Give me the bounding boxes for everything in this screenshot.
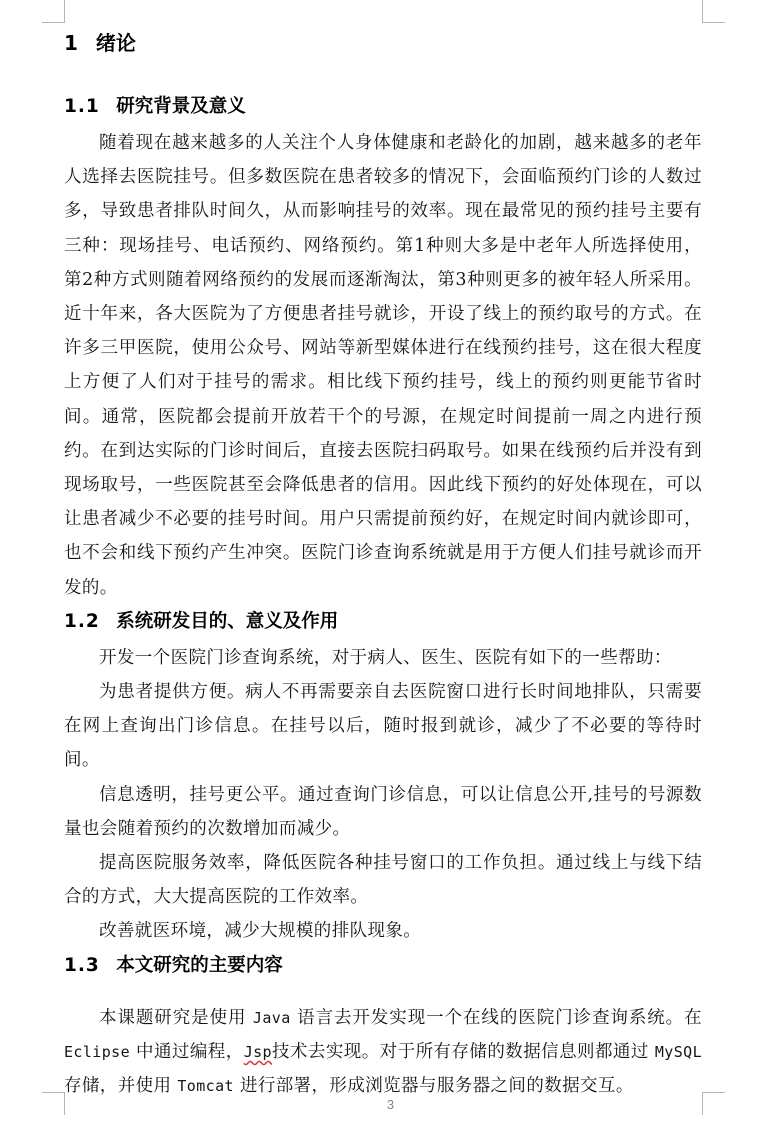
section-heading-1-3 [64, 949, 702, 983]
document-body [64, 26, 702, 1103]
spacer [64, 985, 702, 1001]
margin-corner-top-left [42, 0, 65, 23]
text-run: 存储，并使用 [64, 1076, 172, 1097]
purpose-paragraph: 为患者提供方便。病人不再需要亲自去医院窗口进行长时间地排队，只需要在网上查询出门诊信息。在挂号以后，随时报到就诊，减少了不必要的等待时间。 [64, 682, 702, 771]
text-run: 中通过编程， [136, 1041, 244, 1062]
purpose-paragraph: 改善就医环境，减少大规模的排队现象。 [99, 921, 422, 942]
purpose-paragraph: 开发一个医院门诊查询系统，对于病人、医生、医院有如下的一些帮助： [99, 647, 672, 668]
term-eclipse: Eclipse [64, 1042, 131, 1061]
purpose-paragraph: 提高医院服务效率，降低医院各种挂号窗口的工作负担。通过线上与线下结合的方式，大大提高医院的工作效率。 [64, 853, 702, 908]
text-run: 进行部署，形成浏览器与服务器之间的数据交互。 [239, 1076, 634, 1097]
section-title: 系统研发目的、意义及作用 [116, 610, 339, 632]
section-number: 1.3 [64, 954, 100, 976]
background-paragraph: 随着现在越来越多的人关注个人身体健康和老龄化的加剧，越来越多的老年人选择去医院挂号。但多数医院在患者较多的情况下，会面临预约门诊的人数过多，导致患者排队时间久，从而影响挂号的效率。现在最常见的预约挂号主要有三种：现场挂号、电话预约、网络预约。第1种则大多是中老年人所选择使用，第2种方式则随着网络预约的发展而逐渐淘汰，第3种则更多的被年轻人所采用。近十年来，各大医院为了方便患者挂号就诊，开设了线上的预约取号的方式。在许多三甲医院，使用公众号、网站等新型媒体进行在线预约挂号，这在很大程度上方便了人们对于挂号的需求。相比线下预约挂号，线上的预约则更能节省时间。通常，医院都会提前开放若干个的号源，在规定时间提前一周之内进行预约。在到达实际的门诊时间后，直接去医院扫码取号。如果在线预约后并没有到现场取号，一些医院甚至会降低患者的信用。因此线下预约的好处体现在，可以让患者减少不必要的挂号时间。用户只需提前预约好，在规定时间内就诊即可，也不会和线下预约产生冲突。医院门诊查询系统就是用于方便人们挂号就诊而开发的。 [64, 133, 702, 598]
term-tomcat: Tomcat [177, 1077, 234, 1096]
term-jsp: Jsp [243, 1042, 272, 1061]
section-heading-1-1 [64, 90, 702, 124]
section-title: 本文研究的主要内容 [116, 954, 283, 976]
text-run: 本课题研究是使用 [99, 1007, 247, 1028]
section-number: 1.1 [64, 96, 100, 117]
chapter-number: 1 [64, 31, 79, 55]
text-run: 技术去实现。对于所有存储的数据信息则都通过 [271, 1041, 649, 1062]
page-number: 3 [386, 1097, 395, 1112]
term-java: Java [252, 1008, 291, 1027]
purpose-paragraph: 信息透明，挂号更公平。通过查询门诊信息，可以让信息公开,挂号的号源数量也会随着预约的次数增加而减少。 [64, 784, 702, 839]
section-title: 研究背景及意义 [116, 96, 246, 117]
margin-corner-top-right [702, 0, 725, 23]
section-number: 1.2 [64, 610, 100, 632]
term-mysql: MySQL [654, 1042, 702, 1061]
content-paragraph [64, 1001, 702, 1104]
section-heading-1-2 [64, 605, 702, 639]
chapter-title: 绪论 [95, 31, 136, 55]
chapter-heading [64, 26, 702, 60]
text-run: 语言去开发实现一个在线的医院门诊查询系统。在 [297, 1007, 703, 1028]
